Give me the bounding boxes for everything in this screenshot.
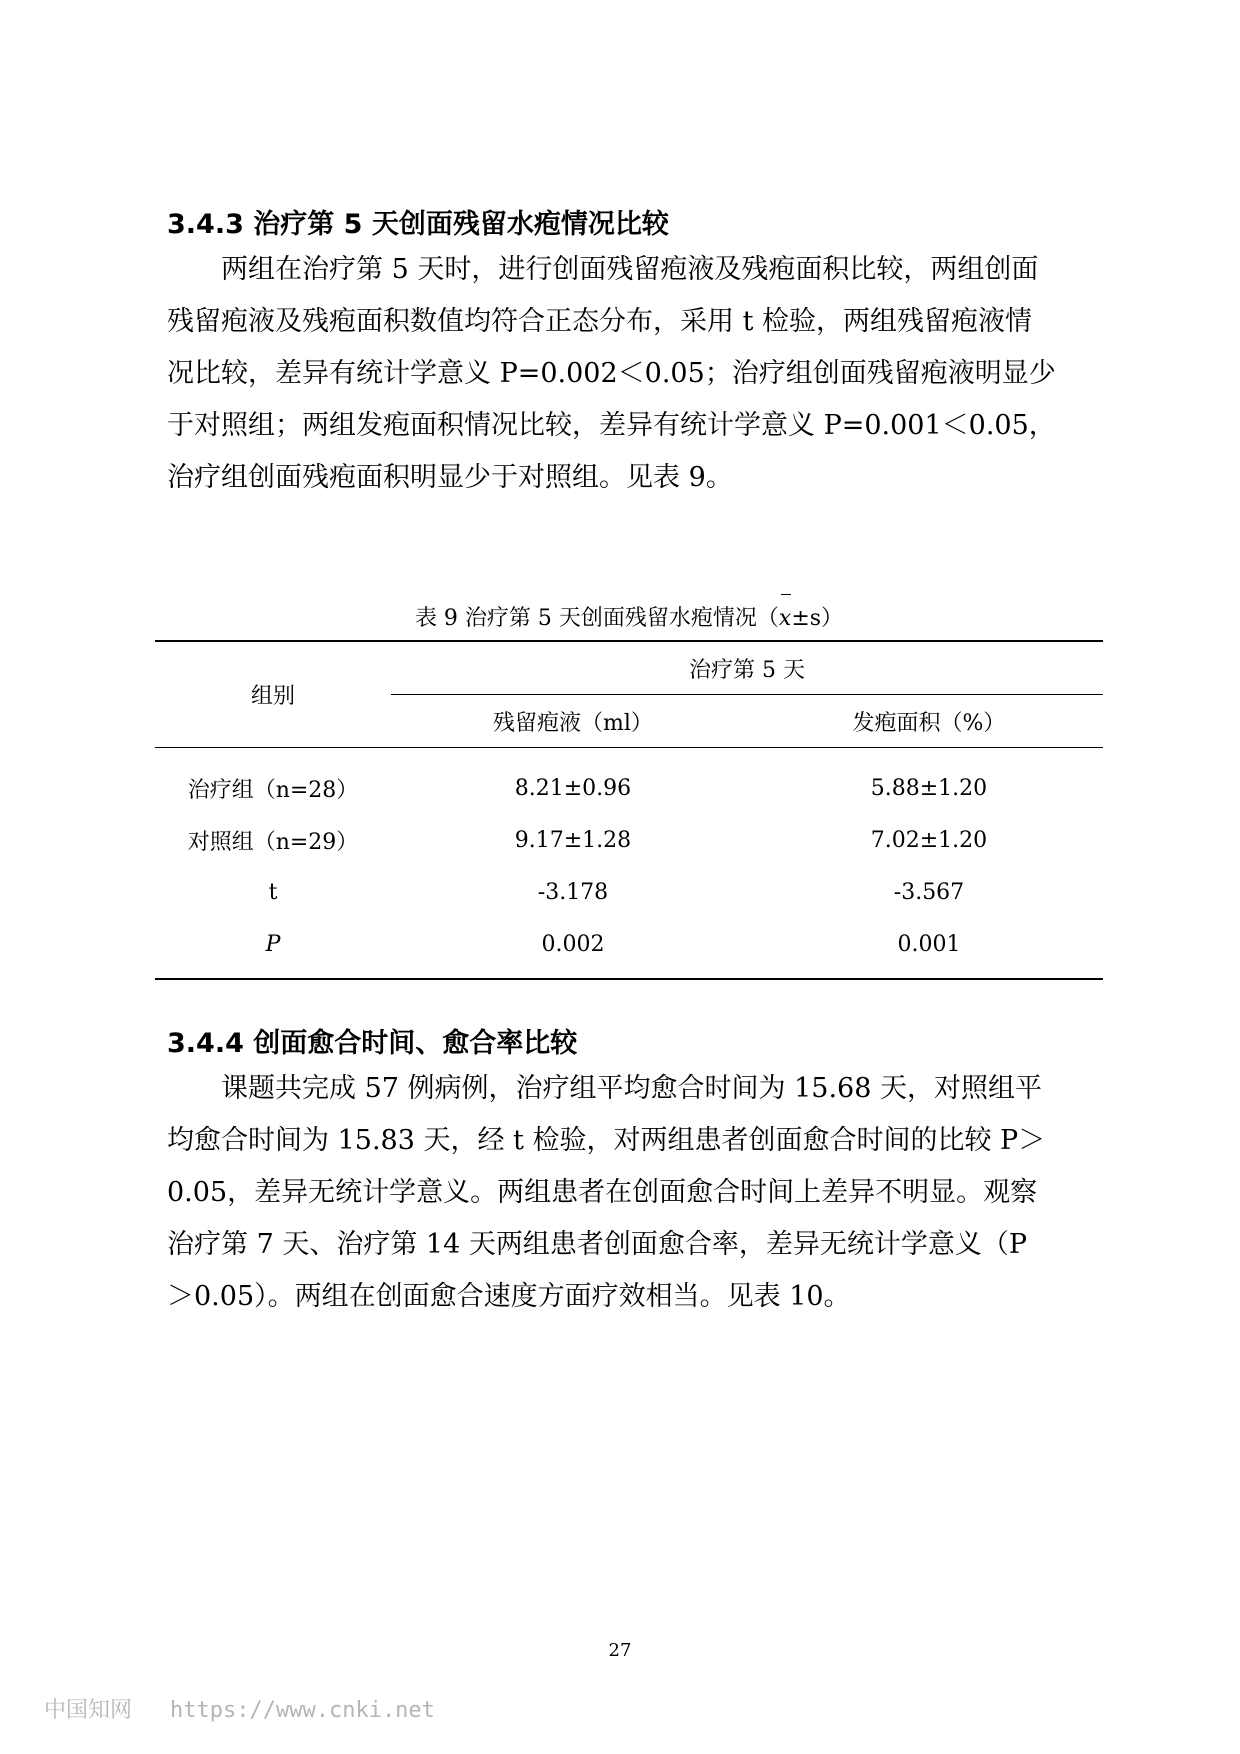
table-row: [155, 866, 1103, 918]
paragraph-line: 残留疱液及残疱面积数值均符合正态分布，采用 t 检验，两组残留疱液情: [167, 306, 1033, 337]
cell: 0.001: [755, 918, 1103, 979]
watermark: [44, 1693, 435, 1724]
cell: 8.21±0.96: [514, 775, 632, 801]
paragraph-line: 于对照组；两组发疱面积情况比较，差异有统计学意义 P=0.001＜0.05，: [167, 410, 1056, 441]
row-label: 对照组（n=29）: [187, 829, 359, 855]
cell: -3.567: [893, 879, 965, 905]
table-row: [155, 748, 1103, 815]
span-header: 治疗第 5 天: [391, 641, 1103, 695]
table-row: [155, 814, 1103, 866]
cell: 9.17±1.28: [514, 827, 632, 853]
table-caption: [155, 604, 1103, 634]
row-label: P: [155, 918, 391, 979]
paragraph-line: 两组在治疗第 5 天时，进行创面残留疱液及残疱面积比较，两组创面: [221, 254, 1039, 285]
watermark-url: https://www.cnki.net: [170, 1698, 435, 1723]
paragraph-3-4-4: [167, 1063, 1091, 1323]
caption-suffix: ±s）: [791, 606, 844, 631]
paragraph-line: 况比较，差异有统计学意义 P=0.002＜0.05；治疗组创面残留疱液明显少: [167, 358, 1056, 389]
paragraph-line: 均愈合时间为 15.83 天，经 t 检验，对两组患者创面愈合时间的比较 P＞: [167, 1125, 1046, 1156]
paragraph-line: 课题共完成 57 例病例，治疗组平均愈合时间为 15.68 天，对照组平: [221, 1073, 1042, 1104]
row-label: 治疗组（n=28）: [187, 777, 359, 803]
watermark-brand: 中国知网: [44, 1698, 133, 1723]
page-number: 27: [608, 1640, 632, 1661]
paragraph-line: ＞0.05）。两组在创面愈合速度方面疗效相当。见表 10。: [167, 1281, 851, 1312]
paragraph-line: 0.05，差异无统计学意义。两组患者在创面愈合时间上差异不明显。观察: [167, 1177, 1038, 1208]
table-9: [155, 640, 1103, 980]
section-heading-3-4-4: 3.4.4 创面愈合时间、愈合率比较: [167, 1028, 578, 1059]
cell: 0.002: [391, 918, 755, 979]
section-heading-3-4-3: 3.4.3 治疗第 5 天创面残留水疱情况比较: [167, 209, 669, 240]
paragraph-3-4-3: [167, 244, 1091, 504]
table-row: [155, 918, 1103, 979]
paragraph-line: 治疗组创面残疱面积明显少于对照组。见表 9。: [167, 462, 733, 493]
cell: -3.178: [537, 879, 609, 905]
cell: 7.02±1.20: [870, 827, 988, 853]
col-header-residual-fluid: 残留疱液（ml）: [391, 695, 755, 748]
caption-x-bar: x: [779, 604, 791, 634]
caption-prefix: 表 9 治疗第 5 天创面残留水疱情况（: [414, 606, 779, 631]
group-header: 组别: [155, 641, 391, 748]
cell: 5.88±1.20: [870, 775, 988, 801]
col-header-blister-area: 发疱面积（%）: [755, 695, 1103, 748]
row-label: t: [268, 879, 278, 905]
paragraph-line: 治疗第 7 天、治疗第 14 天两组患者创面愈合率，差异无统计学意义（P: [167, 1229, 1028, 1260]
